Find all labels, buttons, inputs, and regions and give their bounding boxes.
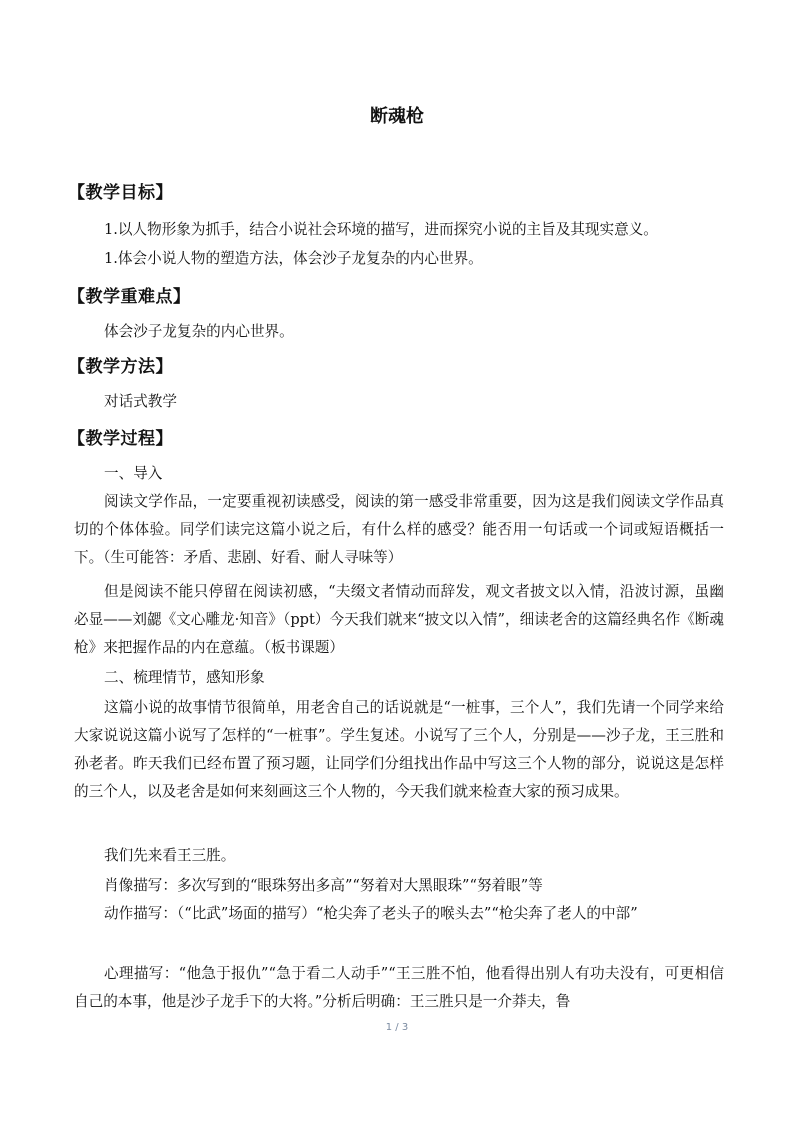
section-heading-goals: 【教学目标】 xyxy=(68,183,173,203)
plot-paragraph: 这篇小说的故事情节很简单，用老舍自己的话说就是“一桩事，三个人”，我们先请一个同学来给大家说说这篇小说写了怎样的“一桩事”。学生复述。小说写了三个人，分别是——沙子龙，王三胜和孙老者。昨天我们已经布置了预习题，让同学们分组找出作品中写这三个人物的部分，说说这是怎样的三个人，以及老舍是如何来刻画这三个人物的，今天我们就来检查大家的预习成果。 xyxy=(74,699,724,800)
action-description: 动作描写：（“比武”场面的描写）“枪尖奔了老头子的喉头去”“枪尖奔了老人的中部” xyxy=(104,905,638,922)
intro-paragraph-2: 但是阅读不能只停留在阅读初感，“夫缀文者情动而辞发，观文者披文以入情，沿波讨源，虽幽必显——刘勰《文心雕龙·知音》（ppt）今天我们就来“披文以入情”，细读老舍的这篇经典名作《断魂枪》来把握作品的内在意蕴。（板书课题） xyxy=(74,583,724,656)
portrait-description: 肖像描写：多次写到的“眼珠努出多高”“努着对大黑眼珠”“努着眼”等 xyxy=(104,877,543,894)
section-heading-key-points: 【教学重难点】 xyxy=(68,287,191,307)
goal-item-1: 1.以人物形象为抓手，结合小说社会环境的描写，进而探究小说的主旨及其现实意义。 xyxy=(104,221,658,238)
section-heading-process: 【教学过程】 xyxy=(68,429,173,449)
page-number: 1 / 3 xyxy=(385,1022,409,1033)
wang-intro: 我们先来看王三胜。 xyxy=(104,847,236,864)
page-title: 断魂枪 xyxy=(370,106,424,127)
intro-paragraph-1: 阅读文学作品，一定要重视初读感受，阅读的第一感受非常重要，因为这是我们阅读文学作品真切的个体体验。同学们读完这篇小说之后，有什么样的感受？能否用一句话或一个词或短语概括一下。（生可能答：矛盾、悲剧、好看、耐人寻味等） xyxy=(74,493,724,566)
psych-description: 心理描写：“他急于报仇”“急于看二人动手”“王三胜不怕，他看得出别人有功夫没有，可更相信自己的本事，他是沙子龙手下的大将。”分析后明确：王三胜只是一介莽夫，鲁 xyxy=(74,965,724,1010)
section-heading-method: 【教学方法】 xyxy=(68,357,173,377)
goal-item-2: 1.体会小说人物的塑造方法，体会沙子龙复杂的内心世界。 xyxy=(104,250,483,267)
intro-title: 一、导入 xyxy=(104,465,163,482)
method-text: 对话式教学 xyxy=(104,393,177,410)
key-points-text: 体会沙子龙复杂的内心世界。 xyxy=(104,323,294,340)
plot-title: 二、梳理情节，感知形象 xyxy=(104,669,265,686)
